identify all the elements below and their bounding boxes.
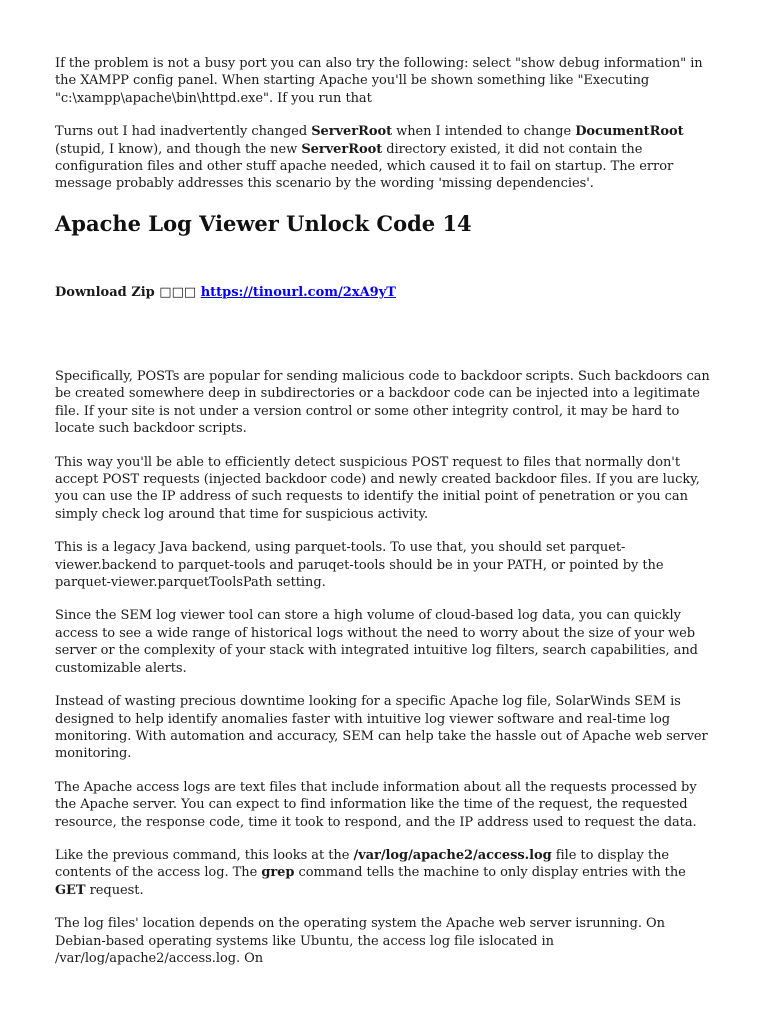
text-run: Turns out I had inadvertently changed — [55, 124, 312, 140]
document-page — [55, 55, 717, 966]
text-run: when I intended to change — [392, 124, 576, 140]
bold-access-log-path: /var/log/apache2/access.log — [353, 847, 552, 863]
paragraph-posts: Specifically, POSTs are popular for sending malicious code to backdoor scripts. Such backdoors can be created somewhere deep in subdirectories or a backdoor code can be injected into a legitimate file. If your site is not under a version control or some other integrity control, it may be hard to locate such backdoor scripts. — [55, 369, 710, 437]
text-run: (stupid, I know), and though the new — [55, 141, 302, 157]
text-run: file to display the contents of the access log. The — [55, 847, 670, 881]
paragraph-solarwinds: Instead of wasting precious downtime looking for a specific Apache log file, SolarWinds SEM is designed to help identify anomalies faster with intuitive log viewer software and real-time log monitoring. With automation and accuracy, SEM can help take the hassle out of Apache web server monitoring. — [55, 694, 708, 762]
paragraph-log-location: The log files' location depends on the operating system the Apache web server isrunning. On Debian-based operating systems like Ubuntu, the access log file islocated in /var/log/apache2/access.log. On — [55, 916, 665, 966]
download-line — [55, 284, 396, 301]
bold-documentroot: DocumentRoot — [575, 124, 684, 140]
page-title: Apache Log Viewer Unlock Code 14 — [55, 211, 472, 236]
paragraph-sem-viewer: Since the SEM log viewer tool can store a high volume of cloud-based log data, you can quickly access to see a wide range of historical logs without the need to worry about the size of your web server or the complexity of your stack with integrated intuitive log filters, search capabilities, and customizable alerts. — [55, 608, 698, 676]
paragraph-xampp-debug: If the problem is not a busy port you can also try the following: select "show debug information" in the XAMPP config panel. When starting Apache you'll be shown something like "Executing "c:\xampp\apache\bin\httpd.exe". If you run that — [55, 56, 703, 106]
paragraph-detect-post: This way you'll be able to efficiently detect suspicious POST request to files that normally don't accept POST requests (injected backdoor code) and newly created backdoor files. If you are lucky, you can use the IP address of such requests to identify the initial point of penetration or you can simply check log around that time for suspicious activity. — [55, 454, 700, 522]
paragraph-serverroot — [55, 123, 717, 193]
download-label: Download Zip — [55, 285, 155, 300]
text-run: command tells the machine to only display entries with the — [294, 865, 686, 881]
article-body — [55, 368, 717, 983]
bold-get: GET — [55, 882, 86, 898]
text-run: Like the previous command, this looks at the — [55, 847, 354, 863]
bold-grep: grep — [261, 865, 295, 881]
text-run: directory existed, it did not contain the configuration files and other stuff apache needed, which caused it to fail on startup. The error message probably addresses this scenario by the wording 'missing dependencies'. — [55, 141, 674, 192]
download-glyphs: □□□ — [159, 285, 197, 300]
download-link[interactable]: https://tinourl.com/2xA9yT — [200, 285, 396, 300]
bold-serverroot: ServerRoot — [311, 124, 393, 140]
paragraph-grep — [55, 847, 717, 899]
text-run: request. — [85, 882, 144, 898]
bold-serverroot-2: ServerRoot — [301, 141, 383, 157]
paragraph-parquet: This is a legacy Java backend, using parquet-tools. To use that, you should set parquet-viewer.backend to parquet-tools and paruqet-tools should be in your PATH, or pointed by the parquet-viewer.parquetToolsPath setting. — [55, 540, 664, 591]
paragraph-access-logs: The Apache access logs are text files that include information about all the requests processed by the Apache server. You can expect to find information like the time of the request, the requested resource, the response code, time it took to respond, and the IP address used to request the data. — [55, 779, 697, 830]
